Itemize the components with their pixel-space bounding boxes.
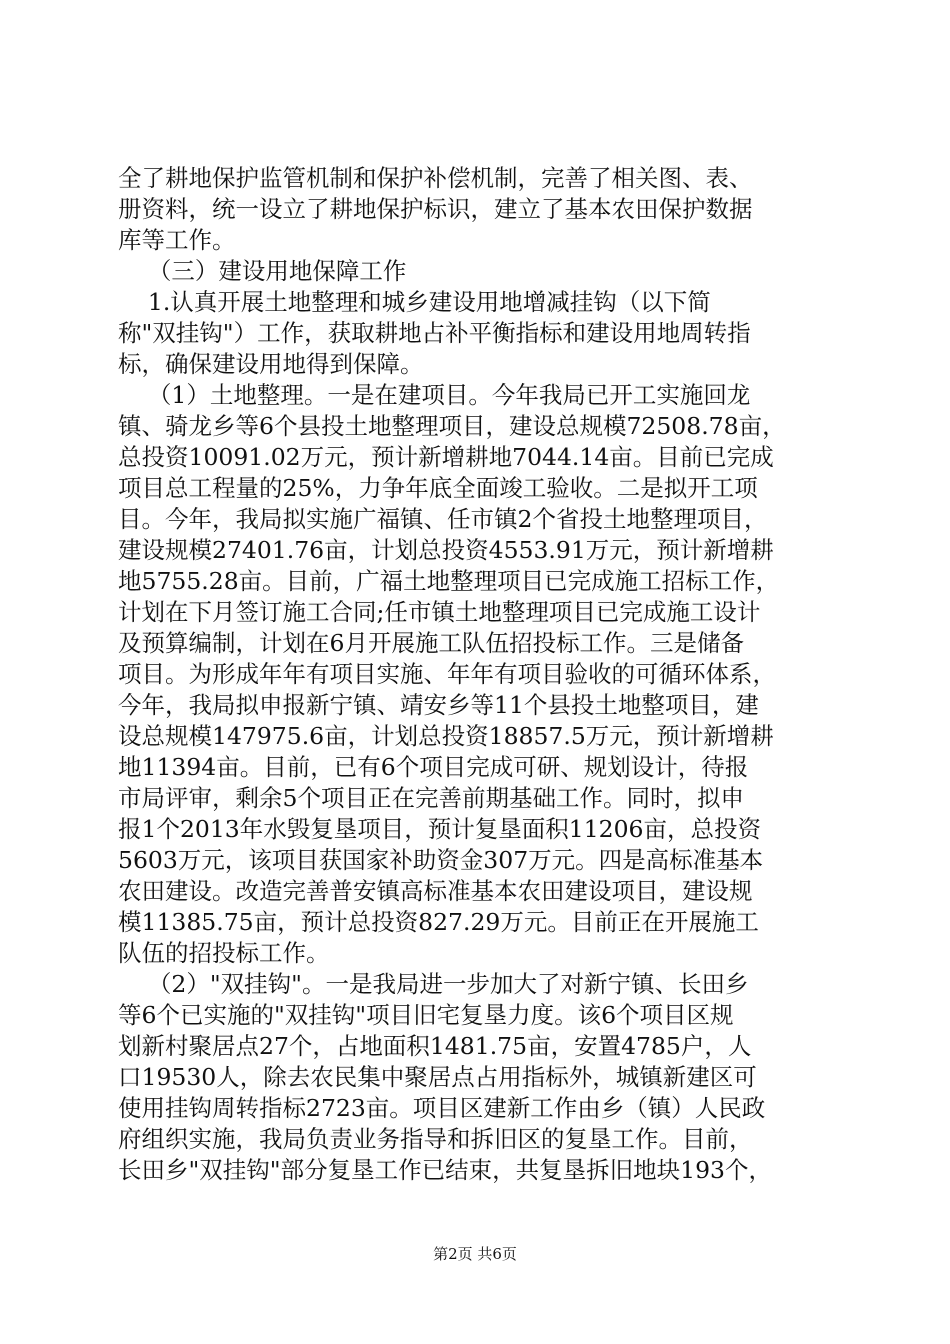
text-line: 农田建设。改造完善普安镇高标准基本农田建设项目，建设规	[118, 877, 753, 905]
text-line: 册资料，统一设立了耕地保护标识，建立了基本农田保护数据	[118, 195, 753, 223]
text-line: 目。今年，我局拟实施广福镇、任市镇2个省投土地整理项目，	[118, 505, 768, 533]
page-indicator: 第2页 共6页	[433, 1245, 517, 1263]
text-line: 库等工作。	[118, 226, 236, 254]
text-line: 镇、骑龙乡等6个县投土地整理项目，建设总规模72508.78亩，	[118, 412, 786, 440]
text-line: 报1个2013年水毁复垦项目，预计复垦面积11206亩，总投资	[118, 815, 762, 843]
text-line: 项目总工程量的25%，力争年底全面竣工验收。二是拟开工项	[118, 474, 758, 502]
text-line: 模11385.75亩，预计总投资827.29万元。目前正在开展施工	[118, 908, 759, 936]
text-line: 队伍的招投标工作。	[118, 939, 330, 967]
text-line: 设总规模147975.6亩，计划总投资18857.5万元，预计新增耕	[118, 722, 774, 750]
text-line: 府组织实施，我局负责业务指导和拆旧区的复垦工作。目前，	[118, 1125, 753, 1153]
text-line: （2）"双挂钩"。一是我局进一步加大了对新宁镇、长田乡	[118, 970, 749, 998]
text-line: 等6个已实施的"双挂钩"项目旧宅复垦力度。该6个项目区规	[118, 1001, 734, 1029]
text-line: 地11394亩。目前，已有6个项目完成可研、规划设计，待报	[118, 753, 749, 781]
section-heading: （三）建设用地保障工作	[118, 257, 407, 285]
text-line: 及预算编制，计划在6月开展施工队伍招投标工作。三是储备	[118, 629, 744, 657]
text-line: 长田乡"双挂钩"部分复垦工作已结束，共复垦拆旧地块193个，	[118, 1156, 772, 1184]
text-line: 称"双挂钩"）工作，获取耕地占补平衡指标和建设用地周转指	[118, 319, 751, 347]
text-line: 全了耕地保护监管机制和保护补偿机制，完善了相关图、表、	[118, 164, 753, 192]
document-body	[118, 163, 834, 1186]
text-line: （1）土地整理。一是在建项目。今年我局已开工实施回龙	[118, 381, 751, 409]
text-line: 划新村聚居点27个，占地面积1481.75亩，安置4785户，人	[118, 1032, 752, 1060]
text-line: 使用挂钩周转指标2723亩。项目区建新工作由乡（镇）人民政	[118, 1094, 766, 1122]
text-line: 总投资10091.02万元，预计新增耕地7044.14亩。目前已完成	[118, 443, 774, 471]
text-line: 项目。为形成年年有项目实施、年年有项目验收的可循环体系，	[118, 660, 776, 688]
text-line: 口19530人，除去农民集中聚居点占用指标外，城镇新建区可	[118, 1063, 757, 1091]
text-line: 建设规模27401.76亩，计划总投资4553.91万元，预计新增耕	[118, 536, 774, 564]
text-line: 今年，我局拟申报新宁镇、靖安乡等11个县投土地整项目，建	[118, 691, 759, 719]
page-footer	[0, 1244, 950, 1264]
text-line: 5603万元，该项目获国家补助资金307万元。四是高标准基本	[118, 846, 764, 874]
text-line: 标，确保建设用地得到保障。	[118, 350, 424, 378]
text-line: 1.认真开展土地整理和城乡建设用地增减挂钩（以下简	[118, 288, 711, 316]
text-line: 市局评审，剩余5个项目正在完善前期基础工作。同时，拟申	[118, 784, 744, 812]
text-line: 地5755.28亩。目前，广福土地整理项目已完成施工招标工作，	[118, 567, 780, 595]
text-line: 计划在下月签订施工合同;任市镇土地整理项目已完成施工设计	[118, 598, 761, 626]
